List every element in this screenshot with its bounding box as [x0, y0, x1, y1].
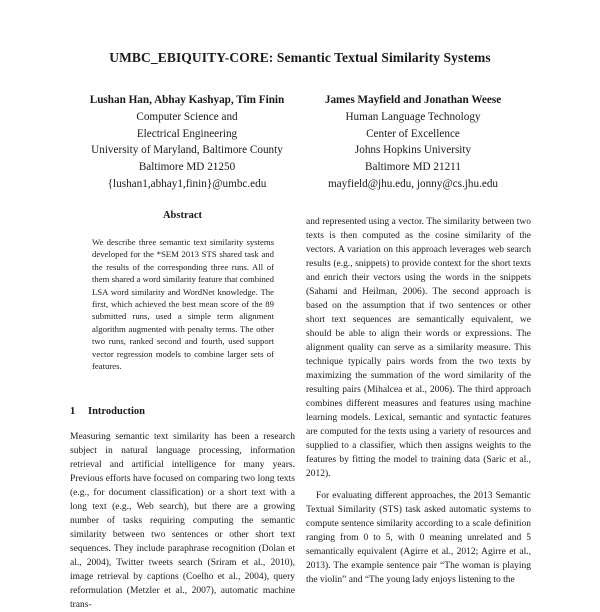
author-names-right: James Mayfield and Jonathan Weese — [324, 94, 502, 106]
author-block-left — [72, 92, 302, 193]
author-names-left: Lushan Han, Abhay Kashyap, Tim Finin — [89, 94, 285, 106]
abstract-heading: Abstract — [162, 210, 203, 221]
section-title: Introduction — [88, 406, 145, 417]
section-number: 1 — [70, 406, 76, 417]
intro-paragraph: Measuring semantic text similarity has been a research subject in natural language processing, information retrieval and artificial intelligence for many years. Previous efforts have focused on comparing two long texts (e.g., for document classification) or a short text with a long text (e.g., Web search), but there are a growing number of tasks requiring computing the semantic similarity between two sentences or other short text sequences. They include paraphrase recognition (Dolan et al., 2004), Twitter tweets search (Sriram et al., 2010), image retrieval by captions (Coelho et al., 2004), query reformulation (Metzler et al., 2007), automatic machine trans- — [70, 432, 295, 610]
body-paragraph: and represented using a vector. The similarity between two texts is then computed as the cosine similarity of the vectors. A variation on this approach leverages web search results (e.g., snippets) to provide context for the short texts and enrich their vectors using the words in the snippets (Sahami and Heilman, 2006). The second approach is based on the assumption that if two sentences or other short text sequences are semantically equivalent, we should be able to align their words or expressions. The alignment quality can serve as a similarity measure. This technique typically pairs words from the two texts by maximizing the summation of the word similarity of the resulting pairs (Mihalcea et al., 2006). The third approach combines different measures and features using machine learning models. Lexical, semantic and syntactic features are computed for the texts using a variety of resources and supplied to a classifier, which then assigns weights to the features by fitting the model to training data (Saric et al., 2012). — [306, 217, 531, 479]
affiliation-university-left: University of Maryland, Baltimore County — [91, 144, 283, 157]
affiliation-org-line1: Human Language Technology — [345, 110, 481, 123]
affiliation-city-left: Baltimore MD 21250 — [138, 161, 236, 174]
abstract-text: We describe three semantic text similarity systems developed for the *SEM 2013 STS shared task and the results of the corresponding three runs. All of them shared a word similarity feature that combined LSA word similarity and WordNet knowledge. The first, which achieved the best mean score of the 89 submitted runs, used a simple term alignment algorithm augmented with penalty terms. The other two runs, ranked second and fourth, used support vector regression models to combine larger sets of features. — [92, 237, 274, 372]
affiliation-org-line2: Center of Excellence — [366, 127, 460, 140]
author-block-right — [300, 92, 526, 193]
affiliation-city-right: Baltimore MD 21211 — [365, 161, 461, 174]
affiliation-dept-line2: Electrical Engineering — [136, 127, 238, 140]
section-heading-introduction — [70, 406, 295, 417]
author-email-left[interactable]: {lushan1,abhay1,finin}@umbc.edu — [107, 177, 267, 190]
affiliation-university-right: Johns Hopkins University — [354, 144, 472, 157]
affiliation-dept-line1: Computer Science and — [136, 110, 238, 123]
right-column-text — [306, 215, 531, 587]
paper-title: UMBC_EBIQUITY-CORE: Semantic Textual Similarity Systems — [109, 50, 491, 65]
body-paragraph: For evaluating different approaches, the 2013 Semantic Textual Similarity (STS) task asked automatic systems to compute sentence similarity according to a scale definition ranging from 0 to 5, with 0 meaning unrelated and 5 semantically equivalent (Agirre et al., 2012; Agirre et al., 2013). The example sentence pair “The woman is playing the violin” and “The young lady enjoys listening to the — [306, 491, 531, 585]
author-email-right[interactable]: mayfield@jhu.edu, jonny@cs.jhu.edu — [327, 177, 499, 190]
